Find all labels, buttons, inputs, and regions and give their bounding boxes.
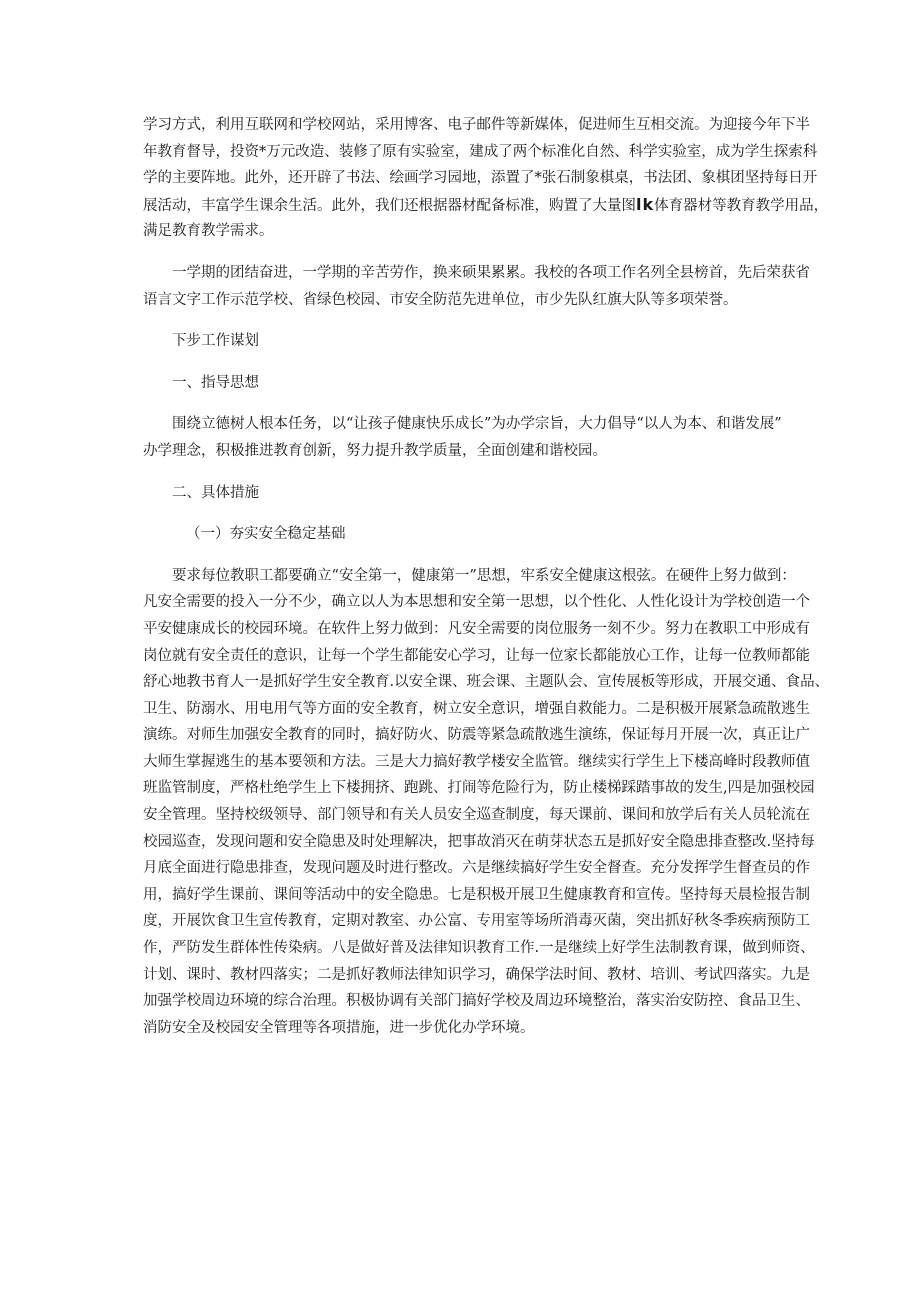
- text-line: 加强学校周边环境的综合治理。积极协调有关部门搞好学校及周边环境整治，落实治安防控、食品卫生、: [143, 993, 810, 1010]
- heading-text: 二、具体措施: [172, 484, 259, 501]
- text-fragment: 展活动，丰富学生课余生活。此外，我们还根据器材配备标准，购置了大量图: [143, 197, 636, 214]
- text-line: 围绕立德树人根本任务，以“让孩子健康快乐成长”为办学宗旨，大力倡导“以人为本、和谐发展”: [172, 416, 782, 433]
- text-line: 用，搞好学生课前、课间等活动中的安全隐患。七是积极开展卫生健康教育和宣传。坚持每天晨检报告制: [143, 886, 810, 903]
- text-line: 计划、课时、教材四落实；二是抓好教师法律知识学习，确保学法时间、教材、培训、考试四落实。九是: [143, 966, 810, 983]
- section-heading-guiding: [143, 370, 793, 397]
- text-line: 安全管理。坚持校级领导、部门领导和有关人员安全巡查制度，每天课前、课间和放学后有关人员轮流在: [143, 807, 810, 824]
- text-line: 演练。对师生加强安全教育的同时，搞好防火、防震等紧急疏散逃生演练，保证每月开展一次，真正让广: [143, 727, 810, 744]
- text-line: 作，严防发生群体性传染病。八是做好普及法律知识教育工作.一是继续上好学生法制教育课，做到师资、: [143, 940, 815, 957]
- text-line: 舒心地教书育人一是抓好学生安全教育.以安全课、班会课、主题队会、宣传展板等形成，开展交通、食品、: [143, 674, 830, 691]
- text-line: 月底全面进行隐患排查，发现问题及时进行整改。六是继续搞好学生安全督查。充分发挥学生督查员的作: [143, 860, 810, 877]
- text-line: 岗位就有安全责任的意识，让每一个学生都能安心学习，让每一位家长都能放心工作，让每一位教师都能: [143, 647, 810, 664]
- text-line: 要求每位教职工都要确立“安全第一，健康第一”思想，牢系安全健康这根弦。在硬件上努力做到：: [172, 567, 796, 584]
- heading-text: 一、指导思想: [172, 374, 259, 391]
- paragraph-guiding: [143, 411, 793, 464]
- subsection-heading-safety: [143, 521, 793, 548]
- paragraph-safety: [143, 563, 830, 1042]
- text-line: 学习方式，利用互联网和学校网站，采用博客、电子邮件等新媒体，促进师生互相交流。为迎接今年下半: [143, 117, 810, 133]
- paragraph-achievements: [143, 260, 810, 313]
- heading-text: 下步工作谋划: [172, 333, 259, 350]
- text-line: 大师生掌握逃生的基本要领和方法。三是大力搞好教学楼安全监管。继续实行学生上下楼高峰时段教师值: [143, 753, 810, 770]
- paragraph-facilities: [143, 112, 829, 245]
- document-body: [143, 112, 830, 1056]
- text-line: 学的主要阵地。此外，还开辟了书法、绘画学习园地，添置了*张石制象棋桌，书法团、象棋团坚持每日开: [143, 170, 818, 187]
- text-line: 卫生、防溺水、用电用气等方面的安全教育，树立安全意识，增强自救能力。二是积极开展紧急疏散逃生: [143, 700, 810, 717]
- text-line: 班监管制度，严格杜绝学生上下楼拥挤、跑跳、打闹等危险行为，防止楼梯踩踏事故的发生,四是加强校园: [143, 780, 815, 797]
- text-line: 平安健康成长的校园环境。在软件上努力做到：凡安全需要的岗位服务一刻不少。努力在教职工中形成有: [143, 620, 810, 637]
- text-line: 年教育督导，投资*万元改造、装修了原有实验室，建成了两个标准化自然、科学实验室，成为学生探索科: [143, 143, 818, 160]
- text-line: 一学期的团结奋进，一学期的辛苦劳作，换来硕果累累。我校的各项工作名列全县榜首，先后荣获省: [172, 264, 810, 281]
- text-line: 凡安全需要的投入一分不少，确立以人为本思想和安全第一思想，以个性化、人性化设计为学校创造一个: [143, 594, 810, 611]
- section-heading-next-plan: [143, 328, 793, 355]
- text-line: 度，开展饮食卫生宣传教育，定期对教室、办公富、专用室等场所消毒灭菌，突出抓好秋冬季疾病预防工: [143, 913, 810, 930]
- text-line: 语言文字工作示范学校、省绿色校园、市安全防范先进单位，市少先队红旗大队等多项荣誉。: [143, 291, 738, 308]
- text-line: 办学理念，积极推进教育创新，努力提升教学质量，全面创建和谐校园。: [143, 442, 607, 459]
- heading-text: （一）夯实安全稳定基础: [186, 526, 346, 543]
- text-line: 满足教育教学需求。: [143, 223, 274, 240]
- text-line: [143, 192, 829, 219]
- section-heading-measures: [143, 480, 793, 507]
- text-fragment-lk: lk: [636, 194, 655, 214]
- text-line: 消防安全及校园安全管理等各项措施，进一步优化办学环境。: [143, 1019, 535, 1036]
- text-fragment: 体育器材等教育教学用品，: [654, 197, 829, 214]
- text-line: 校园巡查，发现问题和安全隐患及时处理解决，把事故消灭在萌芽状态五是抓好安全隐患排查整改.坚持每: [143, 833, 815, 850]
